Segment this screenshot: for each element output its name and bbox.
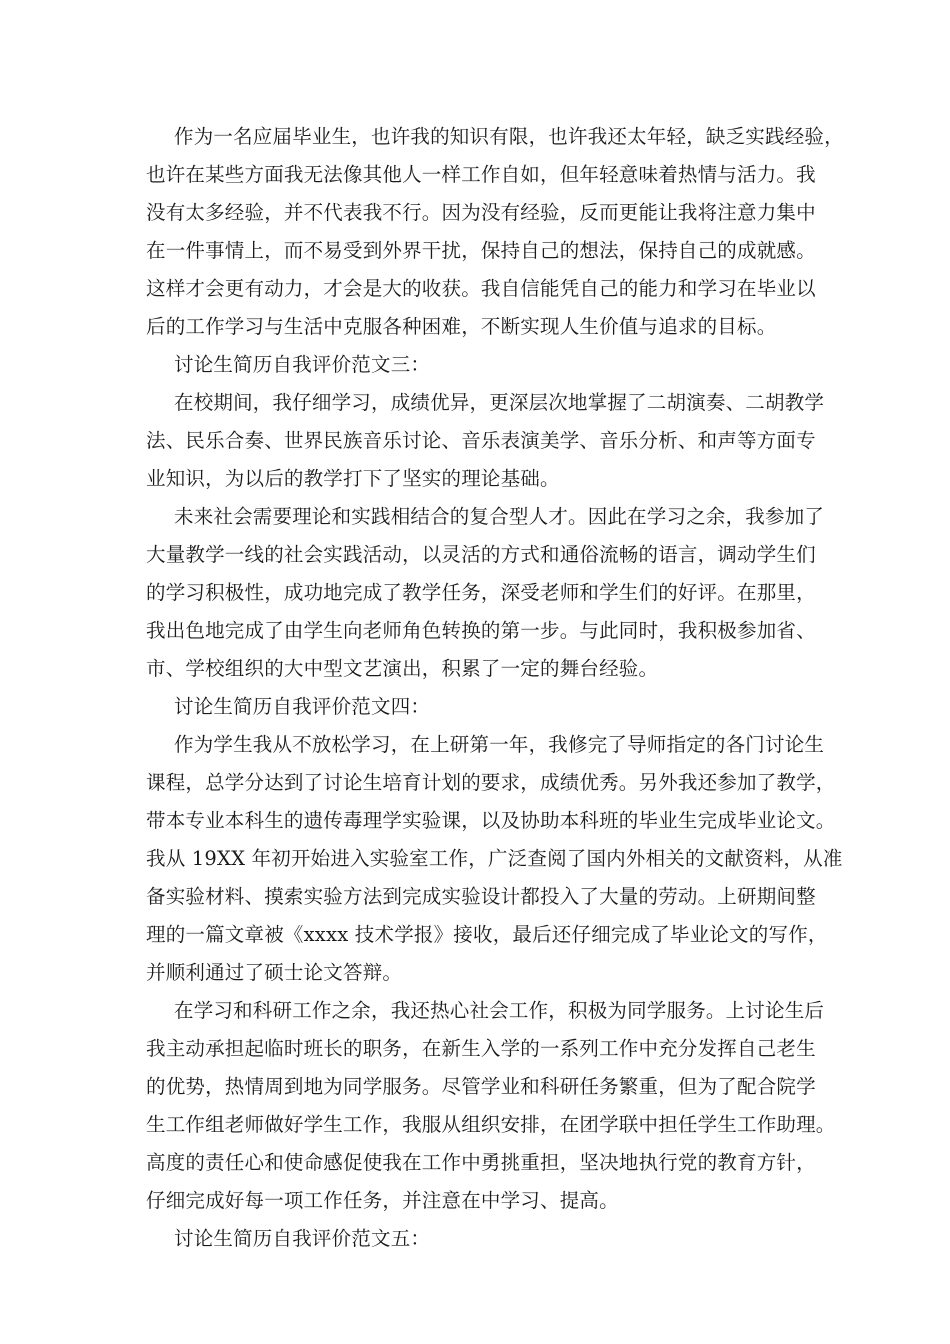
text-line: 没有太多经验，并不代表我不行。因为没有经验，反而更能让我将注意力集中 (146, 201, 816, 224)
text-line: 生工作组老师做好学生工作，我服从组织安排，在团学联中担任学生工作助理。 (146, 1113, 836, 1136)
text-line: 市、学校组织的大中型文艺演出，积累了一定的舞台经验。 (146, 657, 659, 680)
document-body (146, 118, 844, 1258)
text-line: 高度的责任心和使命感促使我在工作中勇挑重担，坚决地执行党的教育方针， (146, 1151, 816, 1174)
section-heading: 讨论生简历自我评价范文三： (174, 353, 431, 376)
section-heading: 讨论生简历自我评价范文四： (174, 695, 431, 718)
text-line: 的学习积极性，成功地完成了教学任务，深受老师和学生们的好评。在那里， (146, 581, 816, 604)
text-line: 我从 19XX 年初开始进入实验室工作，广泛查阅了国内外相关的文献资料，从准 (146, 847, 843, 870)
text-line: 理的一篇文章被《xxxx 技术学报》接收，最后还仔细完成了毕业论文的写作， (146, 923, 828, 946)
text-line: 在一件事情上，而不易受到外界干扰，保持自己的想法，保持自己的成就感。 (146, 239, 816, 262)
text-line: 作为学生我从不放松学习，在上研第一年，我修完了导师指定的各门讨论生 (174, 733, 825, 756)
text-line: 法、民乐合奏、世界民族音乐讨论、音乐表演美学、音乐分析、和声等方面专 (146, 429, 816, 452)
text-line: 课程，总学分达到了讨论生培育计划的要求，成绩优秀。另外我还参加了教学， (146, 771, 836, 794)
text-line: 在学习和科研工作之余，我还热心社会工作，积极为同学服务。上讨论生后 (174, 999, 825, 1022)
section-heading: 讨论生简历自我评价范文五： (174, 1227, 431, 1250)
text-line: 并顺利通过了硕士论文答辩。 (146, 961, 403, 984)
text-line: 的优势，热情周到地为同学服务。尽管学业和科研任务繁重，但为了配合院学 (146, 1075, 816, 1098)
text-line: 大量教学一线的社会实践活动，以灵活的方式和通俗流畅的语言，调动学生们 (146, 543, 816, 566)
text-line: 后的工作学习与生活中克服各种困难，不断实现人生价值与追求的目标。 (146, 315, 777, 338)
text-line: 这样才会更有动力，才会是大的收获。我自信能凭自己的能力和学习在毕业以 (146, 277, 816, 300)
text-line: 备实验材料、摸索实验方法到完成实验设计都投入了大量的劳动。上研期间整 (146, 885, 816, 908)
text-line: 业知识，为以后的教学打下了坚实的理论基础。 (146, 467, 560, 490)
text-line: 仔细完成好每一项工作任务，并注意在中学习、提高。 (146, 1189, 619, 1212)
text-line: 未来社会需要理论和实践相结合的复合型人才。因此在学习之余，我参加了 (174, 505, 825, 528)
text-line: 作为一名应届毕业生，也许我的知识有限，也许我还太年轻，缺乏实践经验， (174, 125, 844, 148)
text-line: 在校期间，我仔细学习，成绩优异，更深层次地掌握了二胡演奏、二胡教学 (174, 391, 825, 414)
text-line: 带本专业本科生的遗传毒理学实验课，以及协助本科班的毕业生完成毕业论文。 (146, 809, 836, 832)
text-line: 也许在某些方面我无法像其他人一样工作自如，但年轻意味着热情与活力。我 (146, 163, 816, 186)
text-line: 我出色地完成了由学生向老师角色转换的第一步。与此同时，我积极参加省、 (146, 619, 816, 642)
text-line: 我主动承担起临时班长的职务，在新生入学的一系列工作中充分发挥自己老生 (146, 1037, 816, 1060)
